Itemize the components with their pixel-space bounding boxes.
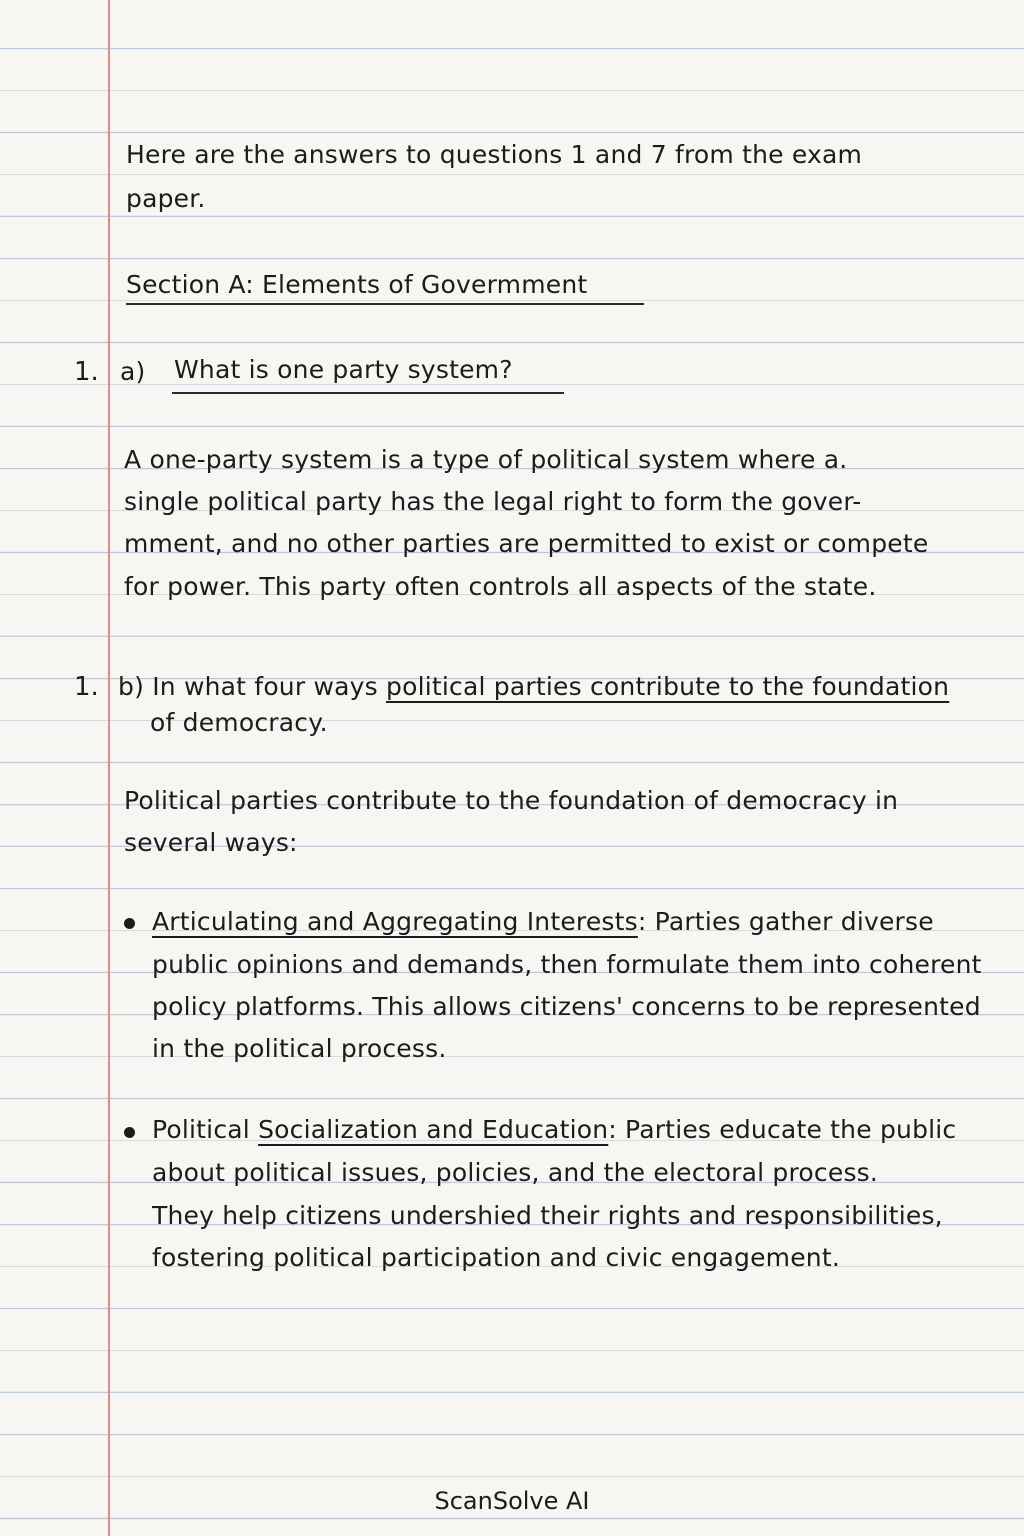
question-number-1b: 1.	[74, 672, 99, 702]
footer-brand: ScanSolve AI	[434, 1487, 590, 1515]
margin-line	[108, 0, 110, 1536]
answer-1a-line-1: A one-party system is a type of political system where a.	[124, 445, 848, 474]
answer-1a-line-4: for power. This party often controls all aspects of the state.	[124, 572, 877, 601]
bullet-2-line-4: fostering political participation and civic engagement.	[152, 1243, 840, 1272]
bullet-2-prefix: Political	[152, 1115, 259, 1144]
answer-1a-line-3: mment, and no other parties are permitted to exist or compete	[124, 529, 929, 558]
intro-line-2: paper.	[126, 184, 206, 213]
bullet-1-title: Articulating and Aggregating Interests	[152, 907, 638, 936]
question-1b-text-underlined: political parties contribute to the foundation	[386, 672, 950, 701]
bullet-1-line-2: public opinions and demands, then formulate them into coherent	[152, 950, 982, 979]
bullet-1-first-line-rest: : Parties gather diverse	[637, 907, 934, 936]
section-title-underline	[126, 303, 644, 305]
question-1b-line-2: of democracy.	[150, 708, 328, 737]
bullet-1-line-1	[152, 907, 934, 937]
bullet-2-line-2: about political issues, policies, and the electoral process.	[152, 1158, 879, 1187]
bullet-2-line-3: They help citizens undershied their rights and responsibilities,	[152, 1201, 943, 1230]
section-title: Section A: Elements of Govermment	[126, 270, 588, 299]
answer-1a-line-2: single political party has the legal right to form the gover-	[124, 487, 862, 516]
answer-1b-intro-line-2: several ways:	[124, 828, 298, 857]
bullet-1-line-3: policy platforms. This allows citizens' concerns to be represented	[152, 992, 981, 1021]
question-1a-underline	[172, 392, 564, 394]
question-label-a: a)	[120, 357, 146, 386]
question-1b-line-1	[118, 672, 949, 702]
bullet-point	[124, 918, 135, 929]
question-number-1a: 1.	[74, 357, 99, 387]
bullet-point	[124, 1127, 135, 1138]
question-1a-text: What is one party system?	[174, 355, 513, 384]
question-label-b: b)	[118, 672, 145, 701]
bullet-2-title: Socialization and Education	[258, 1115, 609, 1144]
question-1b-text-plain: In what four ways	[152, 672, 378, 701]
intro-line-1: Here are the answers to questions 1 and 7 from the exam	[126, 140, 863, 169]
bullet-2-first-line-rest: : Parties educate the public	[608, 1115, 957, 1144]
bullet-1-line-4: in the political process.	[152, 1034, 447, 1063]
answer-1b-intro-line-1: Political parties contribute to the foundation of democracy in	[124, 786, 899, 815]
bullet-2-line-1	[152, 1115, 956, 1145]
